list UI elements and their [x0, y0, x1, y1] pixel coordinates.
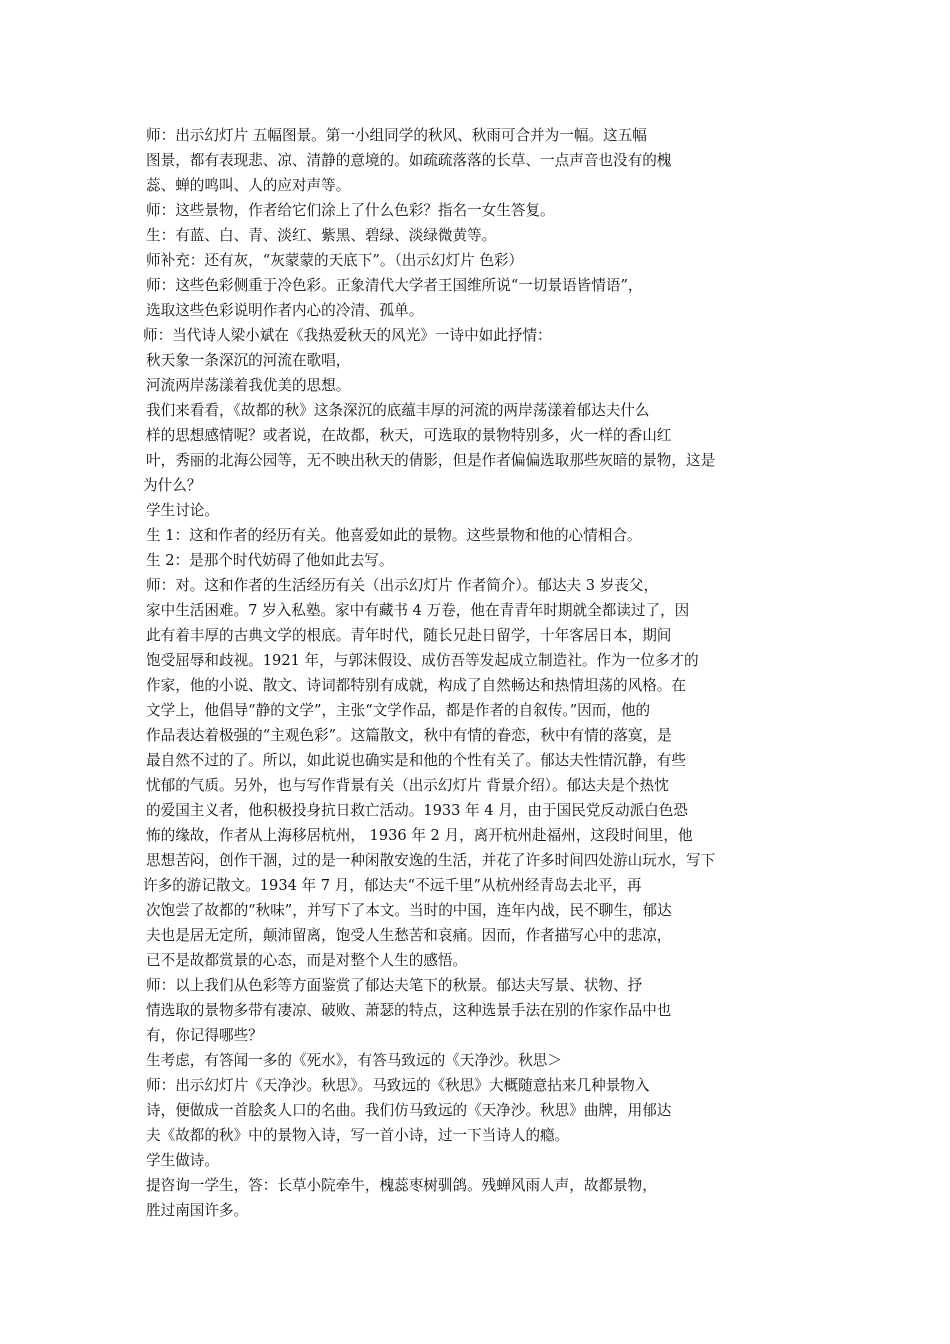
text-line: 生：有蓝、白、青、淡红、紫黑、碧绿、淡绿微黄等。 [146, 227, 497, 244]
text-line: 诗，便做成一首脍炙人口的名曲。我们仿马致远的《天净沙。秋思》曲牌，用郁达 [146, 1102, 672, 1119]
text-line: 有，你记得哪些？ [146, 1027, 263, 1044]
text-line: 生 2：是那个时代妨碍了他如此去写。 [146, 552, 394, 569]
text-line: 图景，都有表现悲、凉、清静的意境的。如疏疏落落的长草、一点声音也没有的槐 [146, 152, 672, 169]
text-line: 胜过南国许多。 [146, 1202, 249, 1219]
text-line: 师补充：还有灰，“灰蒙蒙的天底下”。（出示幻灯片 色彩） [146, 252, 524, 269]
text-line: 叶，秀丽的北海公园等，无不映出秋天的倩影，但是作者偏偏选取那些灰暗的景物，这是 [146, 452, 716, 469]
text-line: 最自然不过的了。所以，如此说也确实是和他的个性有关了。郁达夫性情沉静，有些 [146, 752, 686, 769]
text-line: 作品表达着极强的“主观色彩”。这篇散文，秋中有情的眷恋，秋中有情的落寞，是 [146, 727, 672, 744]
text-line: 夫也是居无定所，颠沛留离，饱受人生愁苦和哀痛。因而，作者描写心中的悲凉， [146, 927, 672, 944]
text-line: 情选取的景物多带有凄凉、破败、萧瑟的特点，这种选景手法在别的作家作品中也 [146, 1002, 672, 1019]
text-line: 师：出示幻灯片《天净沙。秋思》。马致远的《秋思》大概随意拈来几种景物入 [146, 1077, 650, 1094]
text-line: 文学上，他倡导“静的文学”，主张“文学作品，都是作者的自叙传。”因而，他的 [146, 702, 651, 719]
text-line: 忧郁的气质。另外，也与写作背景有关（出示幻灯片 背景介绍）。郁达夫是个热忱 [146, 777, 669, 794]
text-line: 师：对。这和作者的生活经历有关（出示幻灯片 作者简介）。郁达夫 3 岁丧父， [146, 577, 659, 594]
text-line: 次饱尝了故都的“秋味”，并写下了本文。当时的中国，连年内战，民不聊生，郁达 [146, 902, 672, 919]
text-line: 思想苦闷，创作干涸，过的是一种闲散安逸的生活，并花了许多时间四处游山玩水，写下 [146, 852, 716, 869]
text-line: 师：当代诗人梁小斌在《我热爱秋天的风光》一诗中如此抒情： [143, 327, 552, 344]
text-line: 已不是故都赏景的心态，而是对整个人生的感悟。 [146, 952, 468, 969]
text-line: 学生做诗。 [146, 1152, 219, 1169]
text-line: 师：出示幻灯片 五幅图景。第一小组同学的秋风、秋雨可合并为一幅。这五幅 [146, 127, 647, 144]
text-line: 样的思想感情呢？或者说，在故都，秋天，可选取的景物特别多，火一样的香山红 [146, 427, 672, 444]
text-line: 选取这些色彩说明作者内心的冷清、孤单。 [146, 302, 424, 319]
text-line: 生考虑，有答闻一多的《死水》，有答马致远的《天净沙。秋思＞ [146, 1052, 562, 1069]
text-line: 师：以上我们从色彩等方面鉴赏了郁达夫笔下的秋景。郁达夫写景、状物、抒 [146, 977, 643, 994]
text-line: 的爱国主义者，他积极投身抗日救亡活动。1933 年 4 月，由于国民党反动派白色恐 [146, 802, 688, 819]
text-line: 我们来看看，《故都的秋》这条深沉的底蕴丰厚的河流的两岸荡漾着郁达夫什么 [146, 402, 650, 419]
document-body [143, 123, 813, 1223]
text-line: 许多的游记散文。1934 年 7 月，郁达夫“不远千里”从杭州经青岛去北平，再 [143, 877, 642, 894]
text-line: 河流两岸荡漾着我优美的思想。 [146, 377, 351, 394]
text-line: 饱受屈辱和歧视。1921 年，与郭沫假设、成仿吾等发起成立制造社。作为一位多才的 [146, 652, 699, 669]
text-line: 怖的缘故，作者从上海移居杭州， 1936 年 2 月，离开杭州赴福州，这段时间里，他 [146, 827, 693, 844]
text-line: 学生讨论。 [146, 502, 219, 519]
text-line: 夫《故都的秋》中的景物入诗，写一首小诗，过一下当诗人的瘾。 [146, 1127, 570, 1144]
text-line: 师：这些色彩侧重于冷色彩。正象清代大学者王国维所说“一切景语皆情语”， [146, 277, 643, 294]
text-line: 作家，他的小说、散文、诗词都特别有成就，构成了自然畅达和热情坦荡的风格。在 [146, 677, 686, 694]
text-line: 蕊、蝉的鸣叫、人的应对声等。 [146, 177, 351, 194]
text-line: 师：这些景物，作者给它们涂上了什么色彩？指名一女生答复。 [146, 202, 555, 219]
text-line: 家中生活困难。7 岁入私塾。家中有藏书 4 万卷，他在青青年时期就全都读过了，因 [146, 602, 690, 619]
text-line: 提咨询一学生，答：长草小院牵牛，槐蕊枣树驯鸽。残蝉风雨人声，故都景物， [146, 1177, 657, 1194]
text-line: 为什么？ [143, 477, 202, 494]
text-line: 此有着丰厚的古典文学的根底。青年时代，随长兄赴日留学，十年客居日本，期间 [146, 627, 672, 644]
text-line: 秋天象一条深沉的河流在歌唱， [146, 352, 351, 369]
text-line: 生 1：这和作者的经历有关。他喜爱如此的景物。这些景物和他的心情相合。 [146, 527, 642, 544]
